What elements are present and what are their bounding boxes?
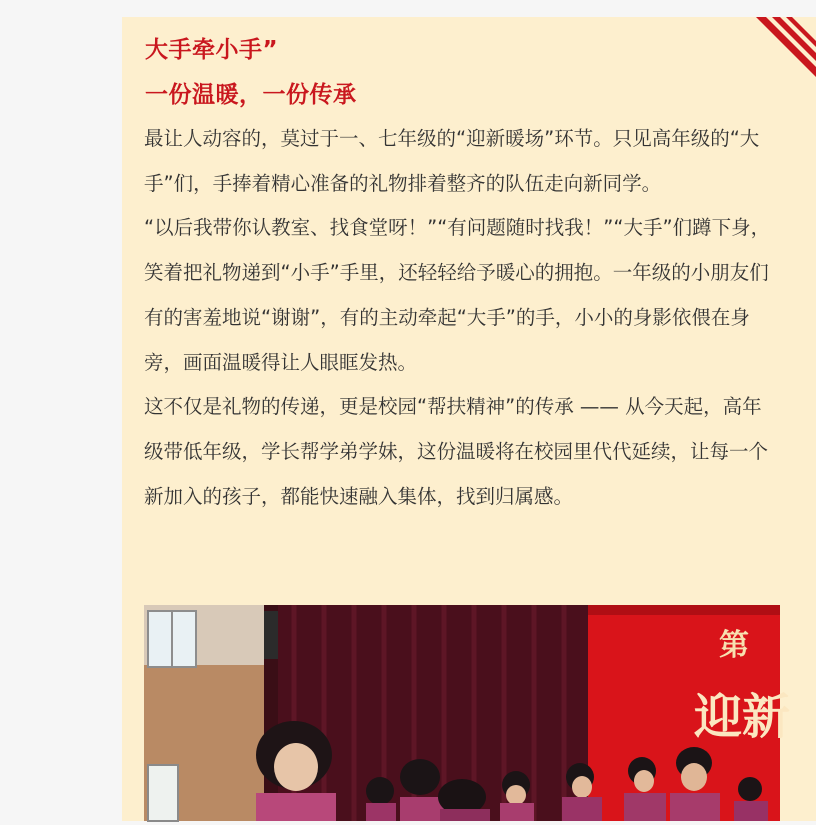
event-photo-illustration	[144, 605, 791, 821]
section-heading-line1: 大手牵小手”	[145, 37, 279, 63]
paragraph-2: “以后我带你认教室、找食堂呀！”“有问题随时找我！”“大手”们蹲下身，笑着把礼物递到“小手”手里，还轻轻给予暖心的拥抱。一年级的小朋友们有的害羞地说“谢谢”，有的主动牵起“大手”的手，小小的身影依偎在身旁，画面温暖得让人眼眶发热。	[144, 216, 771, 374]
paragraph-3: 这不仅是礼物的传递，更是校园“帮扶精神”的传承 —— 从今天起，高年级带低年级，学长帮学弟学妹，这份温暖将在校园里代代延续，让每一个新加入的孩子，都能快速融入集体，找到归属感。	[144, 395, 769, 508]
corner-decoration	[756, 17, 816, 77]
event-photo	[144, 605, 791, 821]
paragraph-1: 最让人动容的，莫过于一、七年级的“迎新暖场”环节。只见高年级的“大手”们，手捧着精心准备的礼物排着整齐的队伍走向新同学。	[144, 127, 760, 195]
article-body	[144, 117, 776, 519]
screen-text-1: 第	[719, 628, 749, 663]
section-heading-line2: 一份温暖，一份传承	[145, 82, 357, 108]
screen-text-2: 迎新	[693, 689, 791, 745]
article-card	[122, 17, 816, 821]
